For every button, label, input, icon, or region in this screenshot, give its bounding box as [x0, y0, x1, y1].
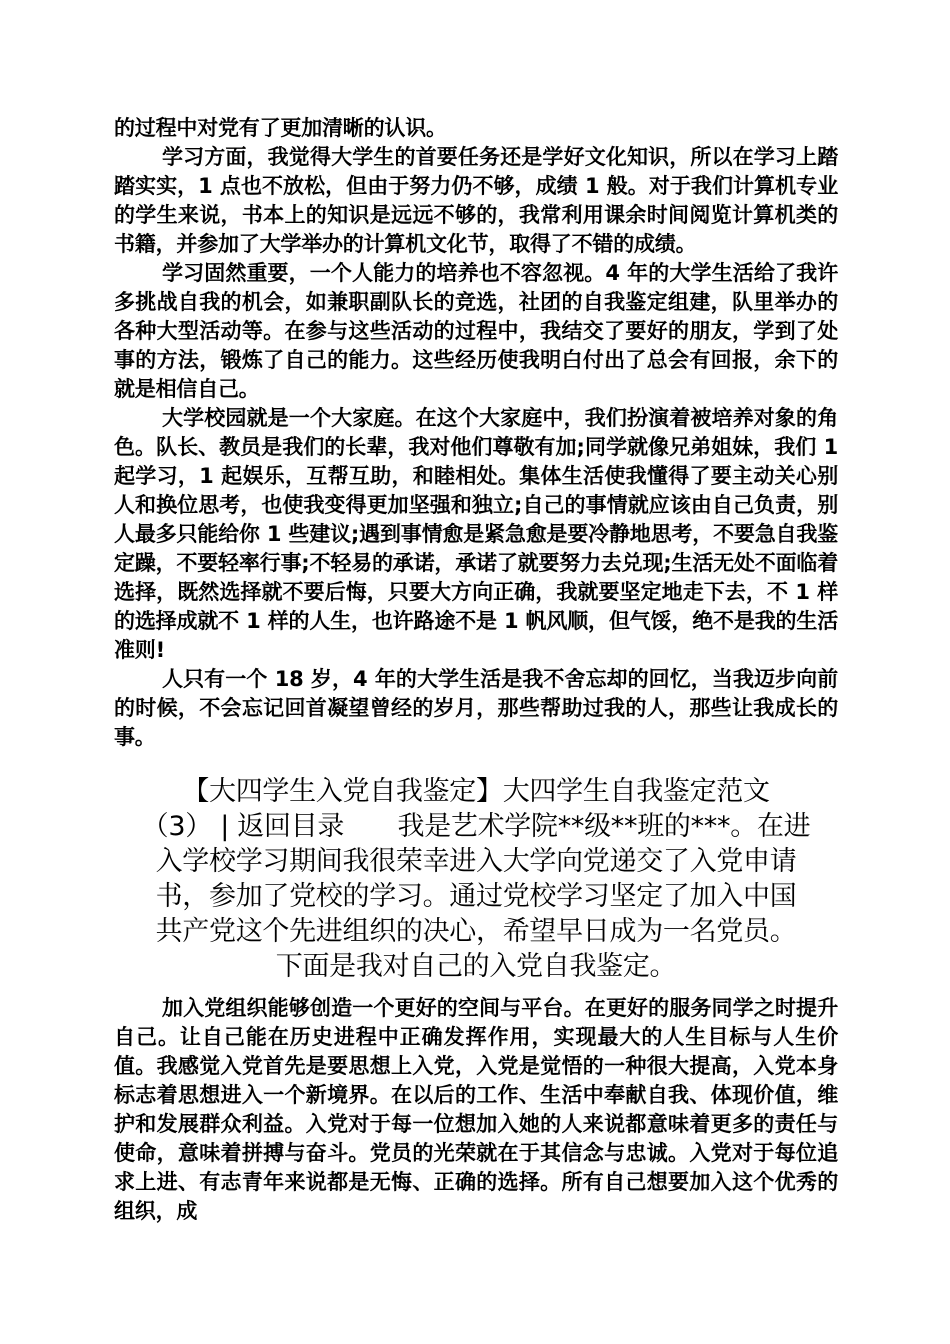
section-2: [114, 994, 838, 1226]
paragraph-ability: 学习固然重要，一个人能力的培养也不容忽视。4 年的大学生活给了我许多挑战自我的机会，如兼职副队长的竞选，社团的自我鉴定组建，队里举办的各种大型活动等。在参与这些活动的过程中，我结交了要好的朋友，学到了处事的方法，锻炼了自己的能力。这些经历使我明白付出了总会有回报，余下的就是相信自己。: [114, 261, 838, 401]
heading-line-6: 下面是我对自己的入党自我鉴定。: [275, 951, 677, 982]
section-1: [114, 114, 838, 752]
section-heading: [114, 774, 838, 984]
heading-line-2: （3） | 返回目录 我是艺术学院**级**班的***。在进: [141, 811, 811, 842]
paragraph-campus-family: 大学校园就是一个大家庭。在这个大家庭中，我们扮演着被培养对象的角色。队长、教员是我们的长辈，我对他们尊敬有加;同学就像兄弟姐妹，我们 1 起学习，1 起娱乐，互帮互助，和睦相处。集体生活使我懂得了要主动关心别人和换位思考，也使我变得更加坚强和独立;自己的事情就应该由自己负责，别人最多只能给你 1 些建议;遇到事情愈是紧急愈是要冷静地思考，不要急自我鉴定躁，不要轻率行事;不轻易的承诺，承诺了就要努力去兑现;生活无处不面临着选择，既然选择就不要后悔，只要大方向正确，我就要坚定地走下去，不 1 样的选择成就不 1 样的人生，也许路途不是 1 帆风顺，但气馁，绝不是我的生活准则!: [114, 406, 838, 662]
paragraph-continuation: 的过程中对党有了更加清晰的认识。: [114, 116, 447, 140]
heading-line-3: 入学校学习期间我很荣幸进入大学向党递交了入党申请: [155, 846, 797, 877]
heading-line-1: 【大四学生入党自我鉴定】大四学生自我鉴定范文: [182, 776, 770, 807]
paragraph-study: 学习方面，我觉得大学生的首要任务还是学好文化知识，所以在学习上踏踏实实，1 点也不放松，但由于努力仍不够，成绩 1 般。对于我们计算机专业的学生来说，书本上的知识是远远不够的，我常利用课余时间阅览计算机类的书籍，并参加了大学举办的计算机文化节，取得了不错的成绩。: [114, 145, 838, 256]
heading-line-5: 共产党这个先进组织的决心，希望早日成为一名党员。: [155, 916, 797, 947]
paragraph-age-18: 人只有一个 18 岁，4 年的大学生活是我不舍忘却的回忆，当我迈步向前的时候，不会忘记回首凝望曾经的岁月，那些帮助过我的人，那些让我成长的事。: [114, 667, 838, 749]
paragraph-join-party: 加入党组织能够创造一个更好的空间与平台。在更好的服务同学之时提升自己。让自己能在历史进程中正确发挥作用，实现最大的人生目标与人生价值。我感觉入党首先是要思想上入党，入党是觉悟的一种很大提高，入党本身标志着思想进入一个新境界。在以后的工作、生活中奉献自我、体现价值，维护和发展群众利益。入党对于每一位想加入她的人来说都意味着更多的责任与使命，意味着拼搏与奋斗。党员的光荣就在于其信念与忠诚。入党对于每位追求上进、有志青年来说都是无悔、正确的选择。所有自己想要加入这个优秀的组织，成: [114, 996, 838, 1223]
heading-line-4: 书，参加了党校的学习。通过党校学习坚定了加入中国: [155, 881, 797, 912]
